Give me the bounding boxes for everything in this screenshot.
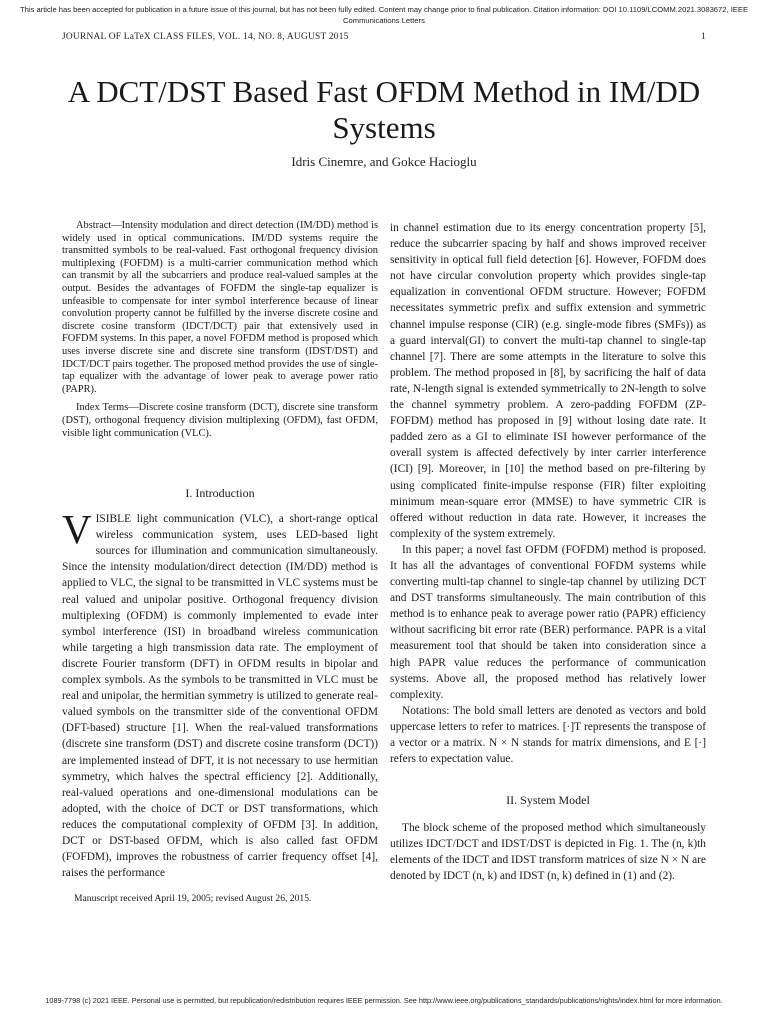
- system-model-paragraph: The block scheme of the proposed method which simultaneously utilizes IDCT/DCT and IDST/DST is depicted in Fig. 1. The (n, k)th elements of the IDCT and IDST transform matrices of size N × N are denoted by IDCT (n, k) and IDST (n, k) defined in (1) and (2).: [390, 822, 706, 883]
- drop-cap: V: [62, 506, 92, 553]
- paper-title: A DCT/DST Based Fast OFDM Method in IM/DD Systems: [67, 74, 701, 145]
- contribution-paragraph: In this paper; a novel fast OFDM (FOFDM) method is proposed. It has all the advantages of conventional FOFDM systems while converting multi-tap channel to single-tap channel by utilizing DCT and DST transforms simultaneously. The main contribution of this method is to enhance peak to average power ratio (PAPR) efficiency without sacrificing bit error rate (BER) performance. PAPR is a vital measurement tool that should be taken into consideration since a high PAPR value reduces the performance of communication systems. Above all, the proposed method has relatively lower complexity.: [390, 543, 706, 701]
- authors: Idris Cinemre, and Gokce Hacioglu: [291, 154, 477, 169]
- intro-paragraph: [62, 506, 378, 881]
- notations-paragraph: Notations: The bold small letters are denoted as vectors and bold uppercase letters to refer to matrices. [·]T represents the transpose of a vector or a matrix. N × N stands for matrix dimensions, and E [·] refers to expectation value.: [390, 704, 706, 766]
- manuscript-footnote: Manuscript received April 19, 2005; revised August 26, 2015.: [74, 893, 312, 905]
- intro-paragraph-text: ISIBLE light communication (VLC), a short-range optical wireless communication system, uses LED-based light sources for illumination and communication simultaneously. Since the intensity modulation/direct detection (IM/DD) method is applied to VLC, the signal to be transmitted in VLC systems must be real valued and unipolar positive. Orthogonal frequency division multiplexing (OFDM) is commonly implemented to evade inter symbol interference (ISI) in broadband wireless communication while targeting a high transmission data rate. The employment of discrete Fourier transform (DFT) in OFDM results in bipolar and complex symbols. As the symbols to be transmitted in VLC must be real and unipolar, the hermitian symmetry is utilized to generate real-valued symbols on the transmitter side of the conventional OFDM (DFT-based) structure [1]. When the real-valued transformations (discrete sine transform (DST) and discrete cosine transform (DCT)) are implemented instead of DFT, it is not necessary to use hermitian symmetry, which halves the spectral efficiency [2]. Additionally, real-valued operations and one-dimensional modulations can be adopted, with the choice of DCT or DST transformations, which reduces the computational complexity of OFDM [3]. In addition, DCT or DST-based OFDM, which is also called fast OFDM (FOFDM), improves the robustness of carrier frequency offset [4], raises the performance: [62, 513, 378, 880]
- publication-notice: [0, 4, 768, 26]
- copyright-footer: 1089-7798 (c) 2021 IEEE. Personal use is permitted, but republication/redistribution requires IEEE permission. See http://www.ieee.org/publications_standards/publications/rights/index.html for more information.: [45, 996, 723, 1005]
- running-head: [62, 32, 706, 42]
- section-heading-system-model: II. System Model: [506, 793, 590, 808]
- section-heading-introduction: I. Introduction: [185, 486, 255, 501]
- intro-continuation: in channel estimation due to its energy concentration property [5], reduce the subcarrier spacing by half and shows improved receiver sensitivity in optical full field detection [6]. However, FOFDM does not have circular convolution property which provides single-tap equalization in conventional OFDM structure. However; FOFDM necessitates symmetric prefix and suffix extension and symmetric channel impulse response (CIR) (e.g. single-mode fibres (SMFs)) as a guard interval(GI) to convert the multi-tap channel to single-tap channel [7]. There are some attempts in the literature to solve this problem. The method proposed in [8], by sacrificing the half of data rate, N-length signal is extended symmetrically to 2N-length to solve the channel symmetry problem. A zero-padding FOFDM (ZP-FOFDM) method has proposed in [9] without losing date rate. It padded zero as a GI to eliminate ISI however performance of the overall system is affected defectively by inter carrier interference (ICI) [9]. Moreover, in [10] the method based on pre-filtering by using complicated finite-impulse response (FIR) filter exploiting minimum mean-square error (MMSE) to have symmetric CIR is offered without reduction in data rate. However, it increases the complexity of the system extremely.: [390, 222, 706, 540]
- page-number: 1: [701, 32, 706, 42]
- abstract: Abstract—Intensity modulation and direct detection (IM/DD) method is widely used in optical communications. IM/DD systems require the transmitted symbols to be real-valued. Fast orthogonal frequency division multiplexing (FOFDM) is a multi-carrier communication method which can transmit by all the subcarriers and produce real-valued samples at the output. Besides the advantages of FOFDM the single-tap equalizer is unfeasible to compensate for inter symbol interference because of linear convolution property cannot be fulfilled by the inverse discrete cosine and discrete cosine transform (IDCT/DCT) pair that extensively used in FOFDM systems. In this paper, a novel FOFDM method is proposed which uses inverse discrete sine and discrete sine transform (IDST/DST) and IDCT/DCT pairs together. The proposed method provides the use of single-tap equalizer with the advantage of lower peak to average power ratio (PAPR).: [62, 220, 378, 395]
- notice-line-2: Communications Letters: [343, 16, 425, 25]
- left-column: [62, 220, 378, 915]
- journal-name: JOURNAL OF LaTeX CLASS FILES, VOL. 14, NO. 8, AUGUST 2015: [62, 32, 349, 42]
- notice-line-1: This article has been accepted for publication in a future issue of this journal, but has not been fully edited. Content may change prior to final publication. Citation information: DOI 10.1109/LCOMM.2021.3083672, IEEE: [19, 5, 749, 14]
- index-terms: Index Terms—Discrete cosine transform (DCT), discrete sine transform (DST), orthogonal frequency division multiplexing (OFDM), fast OFDM, visible light communication (VLC).: [62, 402, 378, 439]
- right-column: [390, 220, 706, 885]
